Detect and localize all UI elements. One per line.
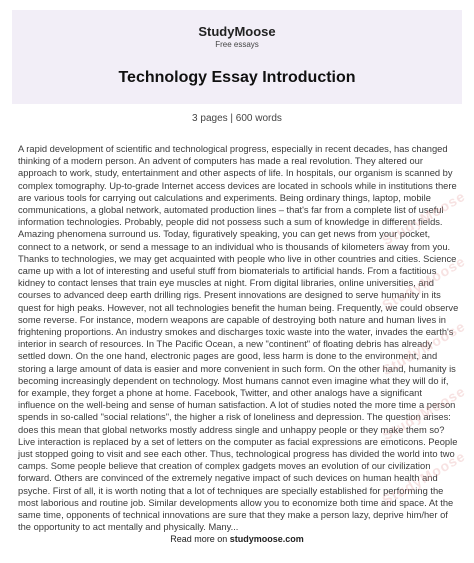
watermark: StudyMoose bbox=[379, 252, 468, 314]
watermark: StudyMoose bbox=[379, 447, 468, 509]
essay-meta: 3 pages | 600 words bbox=[192, 113, 282, 124]
essay-page bbox=[0, 10, 474, 563]
footer-link[interactable]: studymoose.com bbox=[229, 534, 304, 544]
essay-body: A rapid development of scientific and technological progress, especially in recent decades, has changed thinking of a modern person. An advent of computers has made a real revolution. They altered our approach to work, study, entertainment and other aspects of life. In hospitals, our organism is scanned by complex tomography. Up-to-grade Internet access devices are located in schools while in institutions there are various tools for carrying out calculations and experiments. Being ordinary things, laptop, mobile communications, a global network, automated production lines – that's far from a complete list of useful information technologies. Probably, people did not possess such a sum of knowledge in different fields. Amazing phenomena surround us. Today, figuratively speaking, you can get news from your pocket, connect to a network, or send a message to an individual who is thousands of kilometers away from you. Thanks to technologies, we may get acquainted with people who live in other countries and cities. Science came up with a lot of interesting and useful stuff from biomaterials to artificial hands. From a factitious kidney to contact lenses that train eye muscles at night. From digital libraries, online universities, and courses to advanced deep earth drilling rigs. Present innovations are designed to serve humanity in its quest for high peaks. However, not all technologies benefit the human being. Frequently, we could observe some reverse. For instance, modern weapons are capable of destroying both nature and human lives in frightening proportions. An industry smokes and discharges toxic waste into the water, invades the earth's interior in search of resources. In The Pacific Ocean, a new "continent" of floating debris has already settled down. On the one hand, electronic pages are good, less harm is done to the environment, and storing a large amount of data is easier and more convenient in such form. On the other hand, humanity is becoming increasingly dependent on technology. Most humans cannot even imagine what they will do if, for example, they forget a phone at home. Facebook, Twitter, and other analogs have a significant influence on the well-being and sense of human satisfaction. A lot of studies noted the more time a person spends in so-called "social relations", the higher a risk of loneliness and depression. The question arises: does this mean that global networks mostly address single and unhappy people or they make them so? Live interaction is replaced by a set of letters on the computer as facial expressions are emoticons. People just stopped going to visit and see each other. Thus, technological progress has divided the world into two camps. Some people believe that creation of complex gadgets moves an evolution of our civilization forward. Others are convinced of the extremely negative impact of such devices on human health and psyche. First of all, it is worth noting that a lot of techniques are specially established for performing the most laborious and routine job. Similar developments allow you to economize both time and space. At the same time, opponents of technical innovations are sure that they make a person lazy, deprive him/her of the opportunity to act mentally and physically. Many... bbox=[18, 144, 459, 533]
brand-tagline: Free essays bbox=[215, 40, 259, 49]
header-banner bbox=[12, 10, 462, 104]
brand-name[interactable]: StudyMoose bbox=[198, 24, 276, 39]
watermark: StudyMoose bbox=[379, 382, 468, 444]
watermark: StudyMoose bbox=[379, 187, 468, 249]
footer-prefix: Read more on bbox=[170, 534, 230, 544]
essay-title: Technology Essay Introduction bbox=[118, 69, 356, 86]
footer bbox=[0, 534, 474, 544]
watermark: StudyMoose bbox=[379, 317, 468, 379]
